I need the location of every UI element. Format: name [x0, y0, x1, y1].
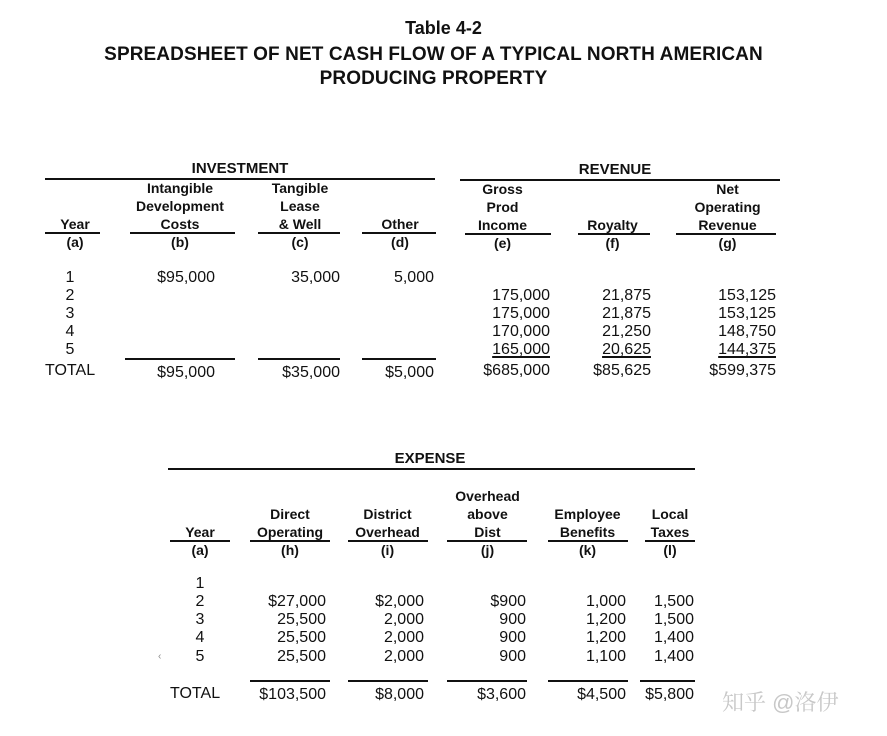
- header-h-line2: Operating: [256, 524, 324, 540]
- rule-c: [258, 232, 340, 234]
- header-c-line1: Tangible: [271, 180, 329, 196]
- rule-b: [130, 232, 235, 234]
- letter-f: (f): [605, 235, 620, 251]
- total-rule-d: [362, 358, 436, 360]
- rule-year: [170, 540, 230, 542]
- total-rule-b: [125, 358, 235, 360]
- header-k-line1: Employee: [554, 506, 621, 522]
- total-label: TOTAL: [45, 362, 96, 379]
- letter-l: (l): [663, 542, 677, 558]
- letter-j: (j): [480, 542, 495, 558]
- rule-g: [676, 233, 776, 235]
- header-l-line1: Local: [651, 506, 689, 522]
- total-net-revenue: $599,375: [709, 362, 776, 379]
- header-year: Year: [185, 524, 215, 540]
- header-e-line3: Income: [477, 217, 527, 233]
- header-c-line3: & Well: [278, 216, 322, 232]
- total-rule-i: [348, 680, 428, 682]
- employee-benefits-cell: 1,100: [585, 648, 626, 665]
- letter-h: (h): [281, 542, 299, 558]
- total-label: TOTAL: [170, 685, 221, 702]
- header-c-line2: Lease: [280, 198, 320, 214]
- rule-e: [465, 233, 551, 235]
- header-d: Other: [381, 216, 419, 232]
- rule-i: [348, 540, 428, 542]
- local-taxes-cell: 1,400: [653, 629, 694, 646]
- letter-d: (d): [391, 234, 409, 250]
- header-j-line1: Overhead: [455, 488, 520, 504]
- direct-operating-cell: 25,500: [277, 611, 326, 628]
- investment-rule: [45, 178, 435, 180]
- rule-j: [447, 540, 527, 542]
- royalty-cell: 21,250: [602, 323, 651, 340]
- header-g-line3: Revenue: [698, 217, 757, 233]
- header-j-line3: Dist: [474, 524, 501, 540]
- letter-b: (b): [171, 234, 189, 250]
- total-district-overhead: $8,000: [375, 686, 424, 703]
- header-g-line2: Operating: [694, 199, 761, 215]
- header-e-line1: Gross: [482, 181, 523, 197]
- header-i-line2: Overhead: [355, 524, 420, 540]
- net-revenue-cell: 153,125: [718, 287, 776, 304]
- gross-income-cell: 175,000: [492, 287, 550, 304]
- rule-l: [645, 540, 695, 542]
- revenue-heading: REVENUE: [578, 161, 652, 178]
- district-overhead-cell: 2,000: [383, 611, 424, 628]
- rule-h: [250, 540, 330, 542]
- total-intangible: $95,000: [157, 364, 215, 381]
- net-revenue-cell: 144,375: [718, 341, 776, 358]
- total-rule-j: [447, 680, 527, 682]
- letter-e: (e): [493, 235, 512, 251]
- total-rule-c: [258, 358, 340, 360]
- watermark: 知乎 @洛伊: [722, 690, 839, 715]
- local-taxes-cell: 1,500: [653, 611, 694, 628]
- header-h-line1: Direct: [270, 506, 310, 522]
- letter-a: (a): [66, 234, 84, 250]
- overhead-above-dist-cell: 900: [499, 629, 526, 646]
- header-j-line2: above: [467, 506, 508, 522]
- direct-operating-cell: $27,000: [268, 593, 326, 610]
- letter-a: (a): [191, 542, 209, 558]
- employee-benefits-cell: 1,200: [585, 611, 626, 628]
- total-tangible: $35,000: [282, 364, 340, 381]
- year-cell: 2: [65, 287, 75, 304]
- overhead-above-dist-cell: 900: [499, 611, 526, 628]
- header-l-line2: Taxes: [650, 524, 690, 540]
- net-revenue-cell: 153,125: [718, 305, 776, 322]
- letter-i: (i): [380, 542, 395, 558]
- table-number: Table 4-2: [405, 18, 482, 38]
- total-other: $5,000: [385, 364, 434, 381]
- letter-g: (g): [718, 235, 737, 251]
- total-rule-l: [640, 680, 695, 682]
- direct-operating-cell: 25,500: [277, 629, 326, 646]
- total-rule-h: [250, 680, 330, 682]
- header-e-line2: Prod: [486, 199, 519, 215]
- expense-rule: [168, 468, 695, 470]
- district-overhead-cell: 2,000: [383, 629, 424, 646]
- tangible-cost-cell: 35,000: [291, 269, 340, 286]
- local-taxes-cell: 1,500: [653, 593, 694, 610]
- year-cell: 5: [195, 648, 205, 665]
- rule-year: [45, 232, 100, 234]
- rule-k: [548, 540, 628, 542]
- total-direct-operating: $103,500: [259, 686, 326, 703]
- header-k-line2: Benefits: [559, 524, 616, 540]
- overhead-above-dist-cell: $900: [490, 593, 526, 610]
- page-title-line2: PRODUCING PROPERTY: [319, 68, 548, 89]
- header-b-line2: Development: [136, 198, 224, 214]
- year-cell: 5: [65, 341, 75, 358]
- local-taxes-cell: 1,400: [653, 648, 694, 665]
- employee-benefits-cell: 1,200: [585, 629, 626, 646]
- direct-operating-cell: 25,500: [277, 648, 326, 665]
- letter-c: (c): [291, 234, 309, 250]
- letter-k: (k): [578, 542, 597, 558]
- investment-heading: INVESTMENT: [191, 160, 289, 177]
- gross-income-cell: 170,000: [492, 323, 550, 340]
- header-g-line1: Net: [716, 181, 739, 197]
- other-cost-cell: 5,000: [393, 269, 434, 286]
- employee-benefits-cell: 1,000: [585, 593, 626, 610]
- total-gross-income: $685,000: [483, 362, 550, 379]
- expense-heading: EXPENSE: [394, 450, 466, 467]
- royalty-cell: 21,875: [602, 287, 651, 304]
- header-year: Year: [60, 216, 90, 232]
- total-employee-benefits: $4,500: [577, 686, 626, 703]
- total-royalty: $85,625: [593, 362, 651, 379]
- gross-income-cell: 165,000: [492, 341, 550, 358]
- header-i-line1: District: [363, 506, 412, 522]
- margin-mark: ‹: [158, 651, 162, 662]
- page-title-line1: SPREADSHEET OF NET CASH FLOW OF A TYPICAL NORTH AMERICAN: [104, 44, 763, 65]
- year-cell: 4: [195, 629, 205, 646]
- district-overhead-cell: 2,000: [383, 648, 424, 665]
- year-cell: 3: [195, 611, 205, 628]
- year-cell: 4: [65, 323, 75, 340]
- rule-f: [578, 233, 650, 235]
- royalty-cell: 21,875: [602, 305, 651, 322]
- overhead-above-dist-cell: 900: [499, 648, 526, 665]
- year-cell: 2: [195, 593, 205, 610]
- total-rule-k: [548, 680, 628, 682]
- district-overhead-cell: $2,000: [375, 593, 424, 610]
- rule-d: [362, 232, 436, 234]
- net-revenue-cell: 148,750: [718, 323, 776, 340]
- total-local-taxes: $5,800: [645, 686, 694, 703]
- year-cell: 1: [195, 575, 205, 592]
- header-b-line1: Intangible: [146, 180, 214, 196]
- intangible-cost-cell: $95,000: [157, 269, 215, 286]
- royalty-cell: 20,625: [602, 341, 651, 358]
- year-cell: 1: [65, 269, 75, 286]
- year-cell: 3: [65, 305, 75, 322]
- header-b-line3: Costs: [160, 216, 200, 232]
- header-f: Royalty: [587, 217, 638, 233]
- gross-income-cell: 175,000: [492, 305, 550, 322]
- total-overhead-above-dist: $3,600: [477, 686, 526, 703]
